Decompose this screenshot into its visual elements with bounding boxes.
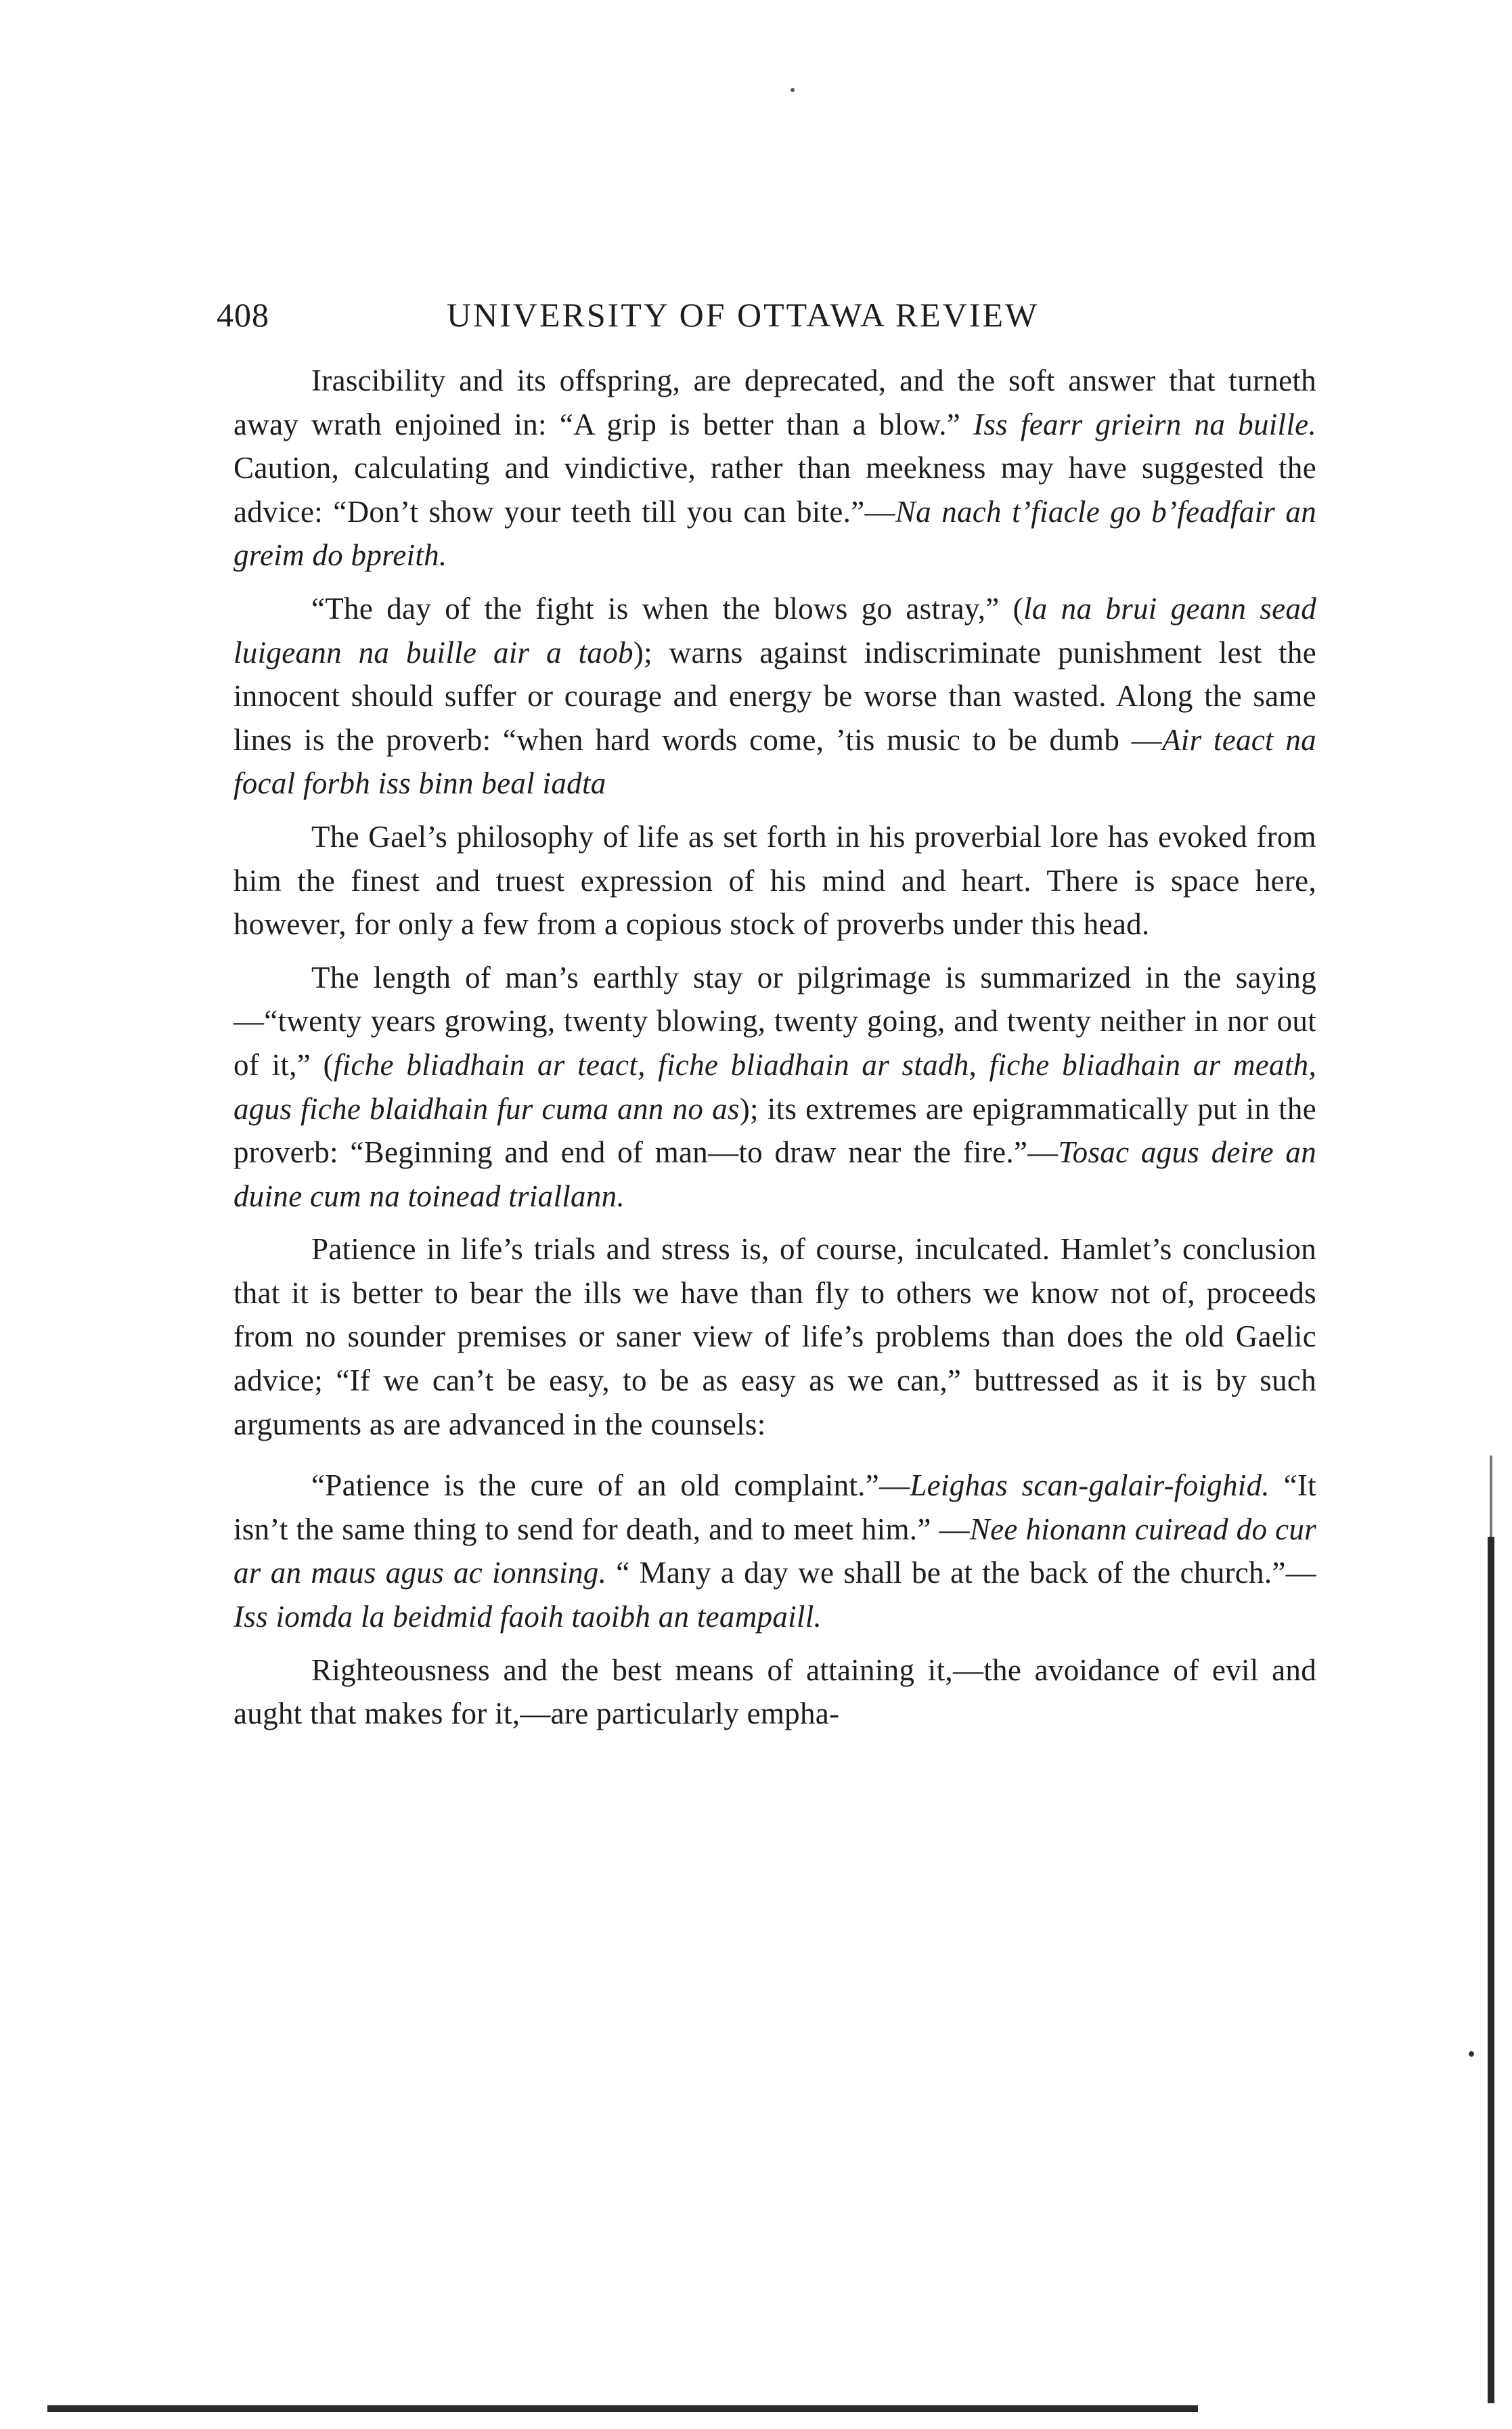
gaelic-proverb-text: Nee hionann cuiread do cur ar an maus agus ac ionnsing. — [234, 1512, 1316, 1590]
body-text-segment: ); warns against indiscriminate punishment lest the innocent should suffer or courage and energy be worse than wasted. Along the same lines is the proverb: “when hard words come, ’tis music to be dumb — — [234, 635, 1317, 757]
body-text-segment: Irascibility and its offspring, are deprecated, and the soft answer that turneth away wrath enjoined in: “A grip is better than a blow.” — [234, 364, 1316, 441]
gaelic-proverb-text: Na nach t’fiacle go b’feadfair an greim do bpreith. — [234, 494, 1316, 573]
page-header — [217, 291, 1327, 338]
paragraph — [234, 1464, 1316, 1638]
gaelic-proverb-text: Air teact na focal forbh iss binn beal iadta — [234, 722, 1316, 801]
body-text-segment: “Patience is the cure of an old complaint.”— — [311, 1468, 910, 1503]
body-text-segment: The Gael’s philosophy of life as set forth in his proverbial lore has evoked from him the finest and truest expression of his mind and heart. There is space here, however, for only a few from a copious stock of proverbs under this head. — [234, 819, 1316, 942]
body-text-segment: ); its extremes are epigrammatically put in the proverb: “Beginning and end of man—to draw near the fire.”— — [234, 1091, 1317, 1170]
article-body — [234, 359, 1316, 1745]
scan-edge-mark — [1490, 1456, 1492, 1537]
body-text-segment: “It isn’t the same thing to send for death, and to meet him.” — — [234, 1468, 1316, 1546]
gaelic-proverb-text: Tosac agus deire an duine cum na toinead triallann. — [234, 1135, 1316, 1213]
body-text-segment: Patience in life’s trials and stress is, of course, inculcated. Hamlet’s conclusion that it is better to bear the ills we have than fly to others we know not of, proceeds from no sounder premises or saner view of life’s problems than does the old Gaelic advice; “If we can’t be easy, to be as easy as we can,” buttressed as it is by such arguments as are advanced in the counsels: — [234, 1232, 1316, 1441]
scan-edge-dot — [1469, 2051, 1474, 2057]
body-text-segment: Righteousness and the best means of attaining it,—the avoidance of evil and aught that makes for it,—are particularly empha- — [234, 1653, 1316, 1731]
gaelic-proverb-text: la na brui geann sead luigeann na buille air a taob — [234, 591, 1316, 670]
ink-speck — [791, 88, 795, 92]
paragraph — [234, 587, 1316, 806]
gaelic-proverb-text: fiche bliadhain ar teact, fiche bliadhain ar stadh, fiche bliadhain ar meath, agus fiche blaidhain fur cuma ann no as — [234, 1047, 1316, 1126]
body-text-segment: Caution, calculating and vindictive, rather than meekness may have suggested the advice: “Don’t show your teeth till you can bite.”— — [234, 451, 1316, 529]
paragraph — [234, 956, 1316, 1219]
gaelic-proverb-text: Iss fearr grieirn na buille. — [973, 407, 1316, 441]
body-text-segment: “The day of the fight is when the blows go astray,” ( — [311, 591, 1023, 626]
page-number: 408 — [217, 296, 269, 334]
paragraph — [234, 1648, 1316, 1736]
paragraph — [234, 359, 1316, 577]
running-title: UNIVERSITY OF OTTAWA REVIEW — [447, 296, 1040, 334]
scan-edge-line — [1488, 1537, 1494, 2403]
scan-bottom-edge — [47, 2405, 1198, 2412]
gaelic-proverb-text: Iss iomda la beidmid faoih taoibh an teampaill. — [234, 1600, 822, 1634]
paragraph — [234, 815, 1316, 946]
body-text-segment: “ Many a day we shall be at the back of the church.”— — [606, 1556, 1316, 1590]
paragraph — [234, 1227, 1316, 1446]
body-text-segment: The length of man’s earthly stay or pilgrimage is summarized in the saying—“twenty years growing, twenty blowing, twenty going, and twenty neither in nor out of it,” ( — [234, 960, 1316, 1082]
gaelic-proverb-text: Leighas scan-galair-foighid. — [910, 1468, 1270, 1503]
